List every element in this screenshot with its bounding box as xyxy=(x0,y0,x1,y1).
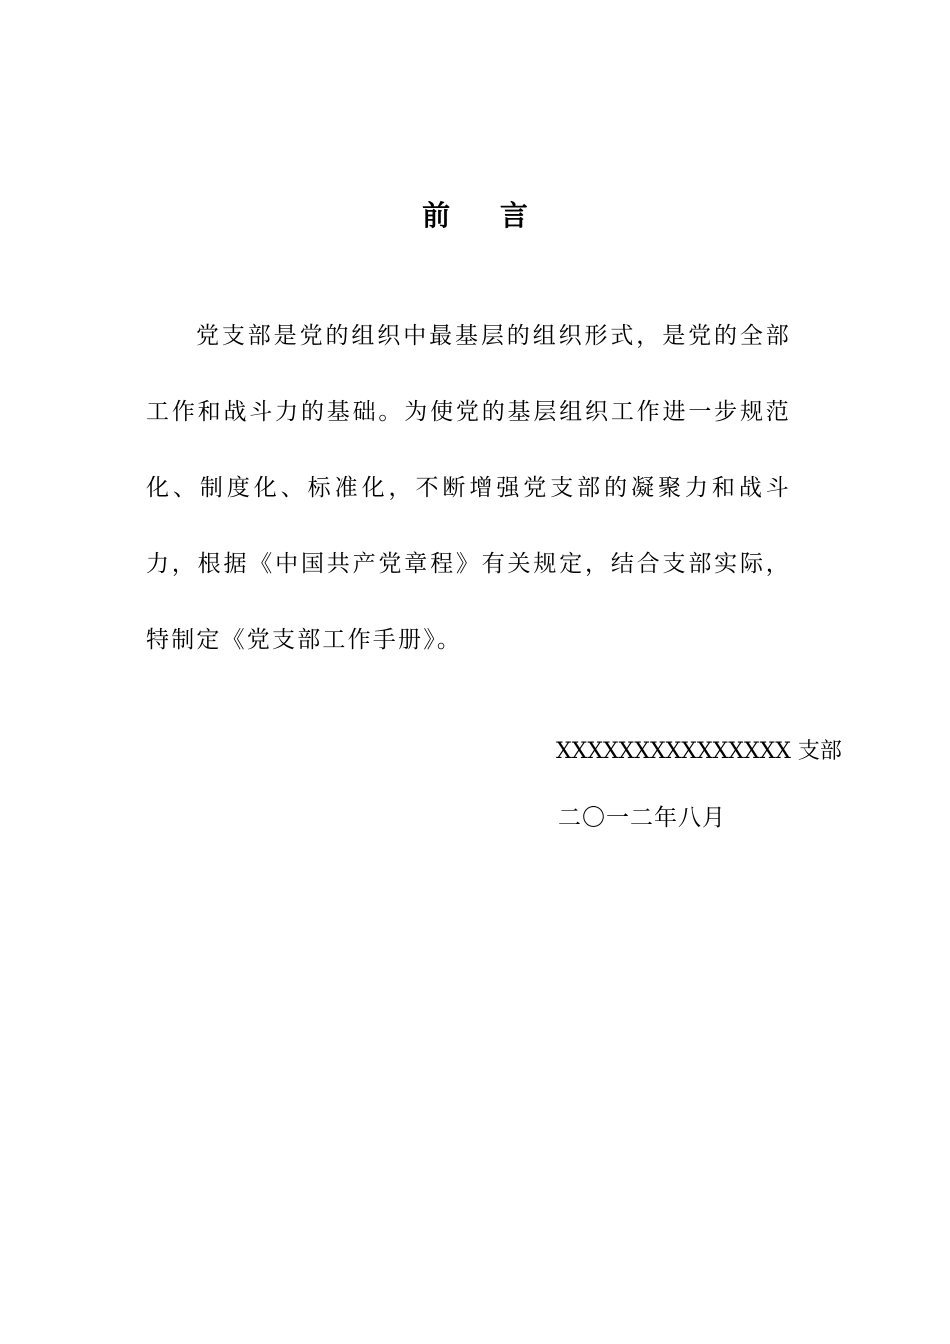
preface-paragraph: 党支部是党的组织中最基层的组织形式，是党的全部工作和战斗力的基础。为使党的基层组织工作进一步规范化、制度化、标准化，不断增强党支部的凝聚力和战斗力，根据《中国共产党章程》有关规定，结合支部实际，特制定《党支部工作手册》。 xyxy=(146,323,791,653)
signature-date: 二〇一二年八月 xyxy=(558,805,726,831)
signature-organization: XXXXXXXXXXXXXXX 支部 xyxy=(556,739,842,764)
page-title: 前 言 xyxy=(422,199,548,232)
